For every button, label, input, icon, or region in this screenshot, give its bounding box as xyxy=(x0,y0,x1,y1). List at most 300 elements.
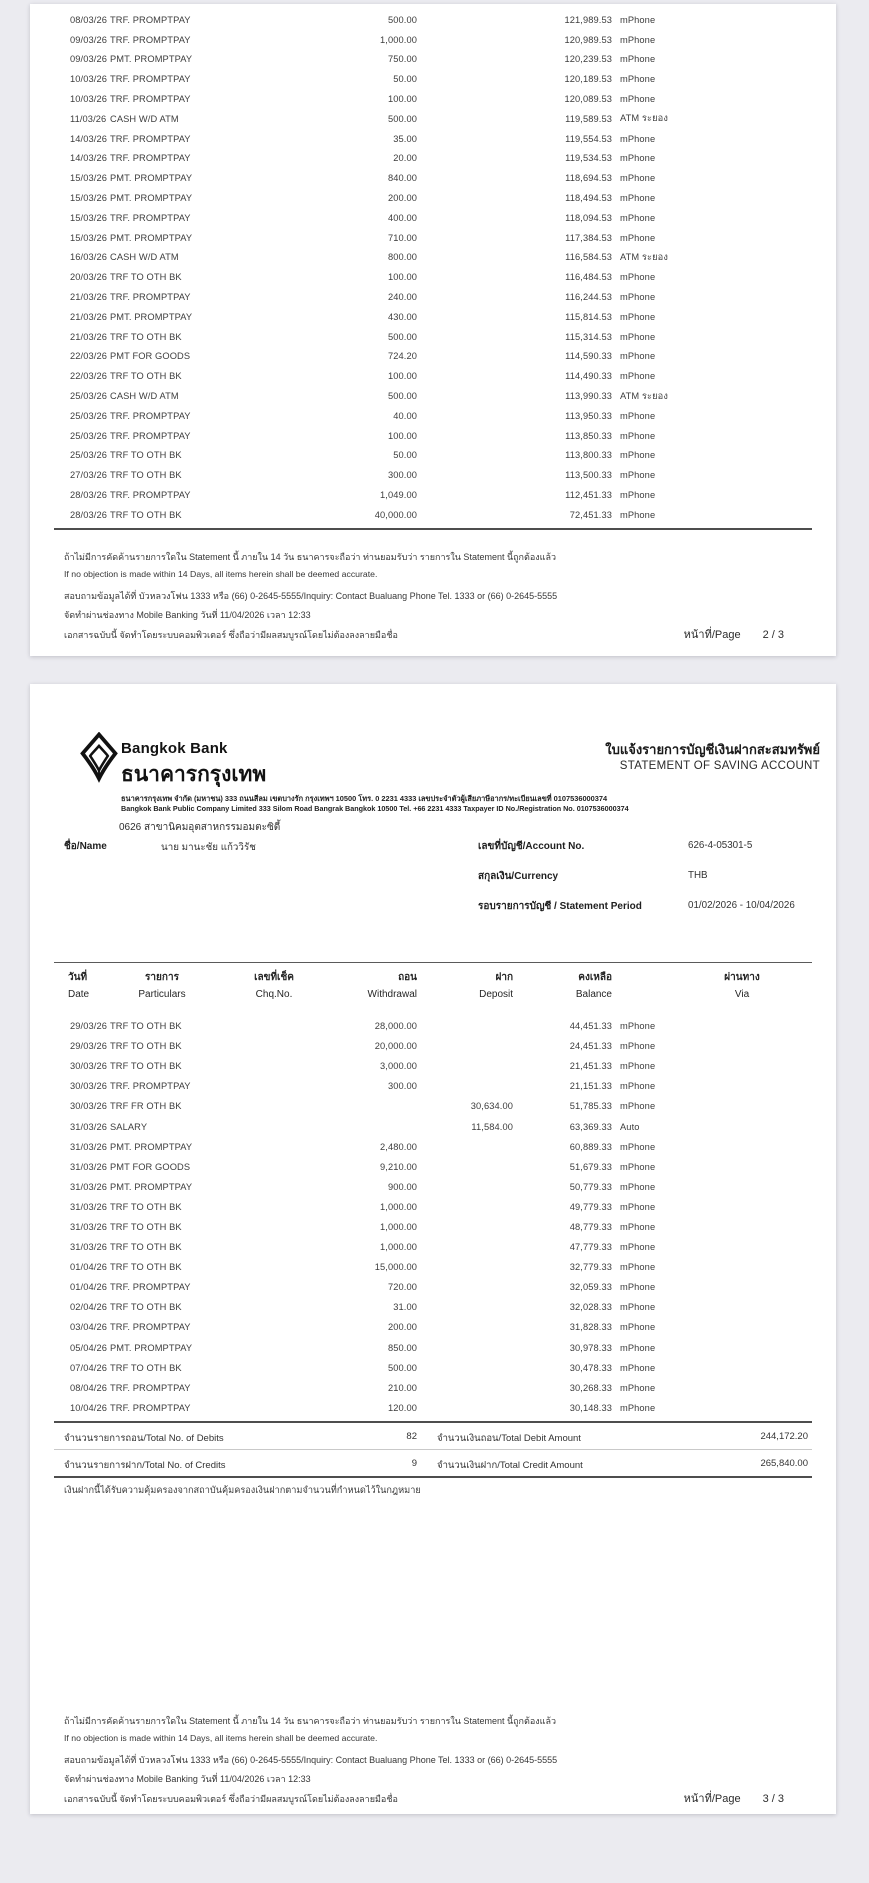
tx-date: 31/03/26 xyxy=(70,1221,107,1232)
tx-withdrawal: 120.00 xyxy=(387,1402,417,1413)
tx-via: ATM ระยอง xyxy=(620,113,668,124)
table-row xyxy=(54,406,812,426)
tx-balance: 119,554.53 xyxy=(565,133,612,144)
tx-via: mPhone xyxy=(620,292,656,303)
table-row xyxy=(54,1217,812,1237)
table-header-english xyxy=(54,985,812,1007)
tx-via: mPhone xyxy=(620,430,656,441)
tx-particulars: TRF TO OTH BK xyxy=(110,1242,182,1253)
tx-particulars: TRF TO OTH BK xyxy=(110,1362,182,1373)
tx-withdrawal: 710.00 xyxy=(387,232,417,243)
tx-date: 14/03/26 xyxy=(70,153,107,164)
tx-balance: 31,828.33 xyxy=(569,1322,612,1333)
tx-balance: 24,451.33 xyxy=(569,1041,612,1052)
tx-via: mPhone xyxy=(620,1362,656,1373)
col-balance-th: คงเหลือ xyxy=(578,972,612,983)
tx-date: 31/03/26 xyxy=(70,1181,107,1192)
tx-particulars: TRF TO OTH BK xyxy=(110,1041,182,1052)
table-row xyxy=(54,287,812,307)
tx-particulars: TRF. PROMPTPAY xyxy=(110,490,191,501)
footer-computer-generated: เอกสารฉบับนี้ จัดทำโดยระบบคอมพิวเตอร์ ซึ่งถือว่ามีผลสมบูรณ์โดยไม่ต้องลงลายมือชื่อ xyxy=(64,1794,398,1804)
table-row xyxy=(54,50,812,70)
tx-withdrawal: 20,000.00 xyxy=(374,1041,417,1052)
account-name-label: ชื่อ/Name xyxy=(64,841,107,852)
tx-date: 25/03/26 xyxy=(70,430,107,441)
tx-date: 22/03/26 xyxy=(70,371,107,382)
statement-period-label: รอบรายการบัญชี / Statement Period xyxy=(478,901,642,912)
account-name-value: นาย มานะชัย แก้ววิรัช xyxy=(161,842,256,853)
tx-via: mPhone xyxy=(620,331,656,342)
tx-date: 22/03/26 xyxy=(70,351,107,362)
tx-date: 31/03/26 xyxy=(70,1161,107,1172)
table-row xyxy=(54,188,812,208)
tx-via: mPhone xyxy=(620,54,656,65)
tx-date: 02/04/26 xyxy=(70,1302,107,1313)
tx-particulars: TRF. PROMPTPAY xyxy=(110,1402,191,1413)
tx-via: mPhone xyxy=(620,1201,656,1212)
table-row xyxy=(54,1297,812,1317)
tx-withdrawal: 300.00 xyxy=(387,470,417,481)
currency-value: THB xyxy=(688,870,708,881)
table-row xyxy=(54,30,812,50)
tx-date: 25/03/26 xyxy=(70,410,107,421)
table-row xyxy=(54,485,812,505)
tx-withdrawal: 1,000.00 xyxy=(380,34,417,45)
tx-balance: 117,384.53 xyxy=(565,232,612,243)
tx-withdrawal: 35.00 xyxy=(393,133,417,144)
tx-particulars: TRF. PROMPTPAY xyxy=(110,14,191,25)
table-row xyxy=(54,89,812,109)
tx-balance: 119,589.53 xyxy=(565,113,612,124)
tx-particulars: PMT. PROMPTPAY xyxy=(110,232,193,243)
tx-via: ATM ระยอง xyxy=(620,251,668,262)
tx-via: mPhone xyxy=(620,173,656,184)
tx-via: mPhone xyxy=(620,410,656,421)
tx-date: 21/03/26 xyxy=(70,292,107,303)
tx-date: 05/04/26 xyxy=(70,1342,107,1353)
tx-date: 30/03/26 xyxy=(70,1081,107,1092)
tx-via: mPhone xyxy=(620,94,656,105)
tx-withdrawal: 40,000.00 xyxy=(374,509,417,520)
statement-period-value: 01/02/2026 - 10/04/2026 xyxy=(688,900,795,911)
table-row xyxy=(54,1137,812,1157)
tx-withdrawal: 500.00 xyxy=(387,391,417,402)
tx-balance: 118,094.53 xyxy=(565,212,612,223)
tx-withdrawal: 300.00 xyxy=(387,1081,417,1092)
total-credits-count: 9 xyxy=(411,1458,417,1469)
tx-balance: 49,779.33 xyxy=(569,1201,612,1212)
tx-particulars: SALARY xyxy=(110,1121,148,1132)
col-deposit-en: Deposit xyxy=(479,989,513,1000)
tx-date: 15/03/26 xyxy=(70,212,107,223)
table-row xyxy=(54,1378,812,1398)
tx-date: 31/03/26 xyxy=(70,1201,107,1212)
statement-page-2 xyxy=(30,4,836,656)
tx-particulars: TRF. PROMPTPAY xyxy=(110,1382,191,1393)
table-row xyxy=(54,426,812,446)
tx-balance: 47,779.33 xyxy=(569,1242,612,1253)
tx-balance: 30,148.33 xyxy=(569,1402,612,1413)
tx-balance: 30,268.33 xyxy=(569,1382,612,1393)
tx-particulars: TRF TO OTH BK xyxy=(110,1302,182,1313)
table-row xyxy=(54,1317,812,1337)
footer-generated-via: จัดทำผ่านช่องทาง Mobile Banking วันที่ 11/04/2026 เวลา 12:33 xyxy=(64,1774,311,1784)
bangkok-bank-logo-icon xyxy=(80,732,118,790)
tx-via: mPhone xyxy=(620,1021,656,1032)
tx-particulars: PMT FOR GOODS xyxy=(110,351,191,362)
tx-date: 09/03/26 xyxy=(70,34,107,45)
table-row xyxy=(54,248,812,268)
tx-date: 11/03/26 xyxy=(70,113,107,124)
tx-date: 09/03/26 xyxy=(70,54,107,65)
table-row xyxy=(54,465,812,485)
tx-date: 30/03/26 xyxy=(70,1061,107,1072)
table-row xyxy=(54,1197,812,1217)
col-withdrawal-th: ถอน xyxy=(398,972,417,983)
footer-inquiry: สอบถามข้อมูลได้ที่ บัวหลวงโฟน 1333 หรือ (66) 0-2645-5555/Inquiry: Contact Bualuang Phone Tel. 1333 or (66) 0-2645-5555 xyxy=(64,591,558,601)
col-withdrawal-en: Withdrawal xyxy=(367,989,417,1000)
footer-objection-th: ถ้าไม่มีการคัดค้านรายการใดใน Statement นี้ ภายใน 14 วัน ธนาคารจะถือว่า ท่านยอมรับว่า รายการใน Statement นี้ถูกต้องแล้ว xyxy=(64,552,557,562)
tx-date: 30/03/26 xyxy=(70,1101,107,1112)
table-row xyxy=(54,267,812,287)
tx-balance: 21,151.33 xyxy=(569,1081,612,1092)
tx-withdrawal: 200.00 xyxy=(387,1322,417,1333)
bank-name-th: ธนาคารกรุงเทพ xyxy=(121,763,267,786)
tx-withdrawal: 3,000.00 xyxy=(380,1061,417,1072)
table-row xyxy=(54,129,812,149)
table-row xyxy=(54,1257,812,1277)
tx-withdrawal: 850.00 xyxy=(387,1342,417,1353)
tx-via: Auto xyxy=(620,1121,640,1132)
tx-balance: 30,978.33 xyxy=(569,1342,612,1353)
tx-particulars: TRF TO OTH BK xyxy=(110,272,182,283)
page-number xyxy=(684,1789,784,1807)
tx-date: 29/03/26 xyxy=(70,1021,107,1032)
tx-date: 21/03/26 xyxy=(70,311,107,322)
col-balance-en: Balance xyxy=(575,989,612,1000)
tx-balance: 113,990.33 xyxy=(565,391,612,402)
tx-via: mPhone xyxy=(620,1161,656,1172)
table-row xyxy=(54,1338,812,1358)
tx-date: 16/03/26 xyxy=(70,252,107,263)
tx-via: mPhone xyxy=(620,1242,656,1253)
tx-date: 08/04/26 xyxy=(70,1382,107,1393)
tx-withdrawal: 800.00 xyxy=(387,252,417,263)
page-number xyxy=(684,625,784,643)
tx-withdrawal: 500.00 xyxy=(387,331,417,342)
tx-particulars: TRF. PROMPTPAY xyxy=(110,1282,191,1293)
tx-balance: 113,500.33 xyxy=(565,470,612,481)
table-row xyxy=(54,1277,812,1297)
tx-particulars: TRF TO OTH BK xyxy=(110,1221,182,1232)
tx-date: 14/03/26 xyxy=(70,133,107,144)
bank-address-en: Bangkok Bank Public Company Limited 333 Silom Road Bangrak Bangkok 10500 Tel. +66 2231 4333 Taxpayer ID No./Registration No. 0107536000374 xyxy=(121,804,629,813)
tx-date: 10/03/26 xyxy=(70,74,107,85)
tx-via: mPhone xyxy=(620,193,656,204)
totals-credits-row xyxy=(54,1449,812,1476)
tx-withdrawal: 900.00 xyxy=(387,1181,417,1192)
tx-balance: 21,451.33 xyxy=(569,1061,612,1072)
tx-balance: 112,451.33 xyxy=(565,490,612,501)
table-row xyxy=(54,505,812,525)
totals-section xyxy=(54,1421,812,1478)
tx-particulars: PMT. PROMPTPAY xyxy=(110,173,193,184)
tx-particulars: CASH W/D ATM xyxy=(110,113,179,124)
tx-date: 29/03/26 xyxy=(70,1041,107,1052)
footer-inquiry: สอบถามข้อมูลได้ที่ บัวหลวงโฟน 1333 หรือ (66) 0-2645-5555/Inquiry: Contact Bualuang Phone Tel. 1333 or (66) 0-2645-5555 xyxy=(64,1755,558,1765)
tx-date: 28/03/26 xyxy=(70,509,107,520)
tx-withdrawal: 100.00 xyxy=(387,371,417,382)
footer-objection-en: If no objection is made within 14 Days, all items herein shall be deemed accurate. xyxy=(64,569,378,579)
tx-balance: 114,490.33 xyxy=(565,371,612,382)
tx-via: mPhone xyxy=(620,1382,656,1393)
tx-particulars: TRF. PROMPTPAY xyxy=(110,430,191,441)
tx-balance: 113,850.33 xyxy=(565,430,612,441)
tx-withdrawal: 100.00 xyxy=(387,94,417,105)
tx-via: mPhone xyxy=(620,371,656,382)
tx-withdrawal: 50.00 xyxy=(393,450,417,461)
tx-withdrawal: 1,000.00 xyxy=(380,1242,417,1253)
tx-balance: 118,694.53 xyxy=(565,173,612,184)
tx-date: 28/03/26 xyxy=(70,490,107,501)
tx-particulars: TRF TO OTH BK xyxy=(110,371,182,382)
footer-objection-th: ถ้าไม่มีการคัดค้านรายการใดใน Statement นี้ ภายใน 14 วัน ธนาคารจะถือว่า ท่านยอมรับว่า รายการใน Statement นี้ถูกต้องแล้ว xyxy=(64,1716,557,1726)
table-row xyxy=(54,1096,812,1116)
tx-via: mPhone xyxy=(620,470,656,481)
tx-balance: 32,059.33 xyxy=(569,1282,612,1293)
tx-balance: 60,889.33 xyxy=(569,1141,612,1152)
tx-date: 15/03/26 xyxy=(70,232,107,243)
tx-particulars: TRF. PROMPTPAY xyxy=(110,133,191,144)
tx-balance: 51,679.33 xyxy=(569,1161,612,1172)
totals-debits-row xyxy=(54,1423,812,1449)
transactions-table-page2 xyxy=(54,10,812,525)
tx-date: 10/03/26 xyxy=(70,94,107,105)
tx-via: mPhone xyxy=(620,1181,656,1192)
tx-date: 21/03/26 xyxy=(70,331,107,342)
tx-balance: 72,451.33 xyxy=(569,509,612,520)
tx-withdrawal: 1,049.00 xyxy=(380,490,417,501)
tx-balance: 48,779.33 xyxy=(569,1221,612,1232)
tx-withdrawal: 31.00 xyxy=(393,1302,417,1313)
footer-computer-generated: เอกสารฉบับนี้ จัดทำโดยระบบคอมพิวเตอร์ ซึ่งถือว่ามีผลสมบูรณ์โดยไม่ต้องลงลายมือชื่อ xyxy=(64,630,398,640)
tx-particulars: PMT. PROMPTPAY xyxy=(110,1141,193,1152)
table-row xyxy=(54,1157,812,1177)
tx-balance: 32,779.33 xyxy=(569,1262,612,1273)
tx-withdrawal: 750.00 xyxy=(387,54,417,65)
tx-withdrawal: 40.00 xyxy=(393,410,417,421)
tx-via: mPhone xyxy=(620,1282,656,1293)
tx-particulars: PMT FOR GOODS xyxy=(110,1161,191,1172)
tx-balance: 30,478.33 xyxy=(569,1362,612,1373)
table-row xyxy=(54,1116,812,1136)
tx-via: mPhone xyxy=(620,490,656,501)
table-row xyxy=(54,347,812,367)
tx-deposit: 11,584.00 xyxy=(471,1121,513,1132)
total-debit-amount-value: 244,172.20 xyxy=(760,1431,808,1442)
tx-particulars: PMT. PROMPTPAY xyxy=(110,1181,193,1192)
tx-date: 20/03/26 xyxy=(70,272,107,283)
tx-via: mPhone xyxy=(620,1101,656,1112)
tx-balance: 120,189.53 xyxy=(564,74,612,85)
table-row xyxy=(54,1398,812,1418)
account-number-value: 626-4-05301-5 xyxy=(688,840,753,851)
tx-balance: 115,314.53 xyxy=(565,331,612,342)
tx-via: mPhone xyxy=(620,1221,656,1232)
col-date-en: Date xyxy=(68,989,90,1000)
currency-label: สกุลเงิน/Currency xyxy=(478,871,559,882)
footer-generated-via: จัดทำผ่านช่องทาง Mobile Banking วันที่ 11/04/2026 เวลา 12:33 xyxy=(64,610,311,620)
table-row xyxy=(54,109,812,129)
tx-via: mPhone xyxy=(620,1041,656,1052)
col-date-th: วันที่ xyxy=(68,972,88,983)
tx-particulars: TRF. PROMPTPAY xyxy=(110,94,191,105)
total-credit-amount-label: จำนวนเงินฝาก/Total Credit Amount xyxy=(437,1460,583,1471)
tx-via: mPhone xyxy=(620,1141,656,1152)
tx-particulars: TRF TO OTH BK xyxy=(110,1262,182,1273)
table-row xyxy=(54,366,812,386)
tx-withdrawal: 100.00 xyxy=(387,430,417,441)
table-row xyxy=(54,1036,812,1056)
tx-date: 08/03/26 xyxy=(70,14,107,25)
document-title-th: ใบแจ้งรายการบัญชีเงินฝากสะสมทรัพย์ xyxy=(605,742,820,757)
tx-date: 01/04/26 xyxy=(70,1262,107,1273)
tx-withdrawal: 240.00 xyxy=(387,292,417,303)
total-debits-label: จำนวนรายการถอน/Total No. of Debits xyxy=(64,1433,224,1444)
page-number-value: 3 / 3 xyxy=(762,1793,784,1805)
col-via-th: ผ่านทาง xyxy=(724,972,760,983)
col-deposit-th: ฝาก xyxy=(495,972,513,983)
tx-particulars: TRF. PROMPTPAY xyxy=(110,212,191,223)
page-number-label: หน้าที่/Page xyxy=(683,1793,741,1805)
tx-date: 31/03/26 xyxy=(70,1121,107,1132)
table-row xyxy=(54,228,812,248)
tx-withdrawal: 400.00 xyxy=(387,212,417,223)
table-row xyxy=(54,1076,812,1096)
tx-date: 03/04/26 xyxy=(70,1322,107,1333)
tx-balance: 120,989.53 xyxy=(564,34,612,45)
total-credits-label: จำนวนรายการฝาก/Total No. of Credits xyxy=(64,1460,226,1471)
tx-withdrawal: 500.00 xyxy=(387,113,417,124)
tx-balance: 116,484.53 xyxy=(565,272,612,283)
tx-date: 27/03/26 xyxy=(70,470,107,481)
tx-via: mPhone xyxy=(620,1081,656,1092)
branch-name: 0626 สาขานิคมอุตสาหกรรมอมตะซิตี้ xyxy=(119,822,281,833)
tx-via: mPhone xyxy=(620,212,656,223)
table-row xyxy=(54,307,812,327)
tx-withdrawal: 724.20 xyxy=(387,351,417,362)
tx-particulars: TRF TO OTH BK xyxy=(110,1201,182,1212)
tx-via: mPhone xyxy=(620,351,656,362)
tx-withdrawal: 9,210.00 xyxy=(380,1161,417,1172)
tx-via: mPhone xyxy=(620,1061,656,1072)
tx-balance: 63,369.33 xyxy=(569,1121,612,1132)
col-chqno-th: เลขที่เช็ค xyxy=(254,972,294,983)
tx-via: mPhone xyxy=(620,311,656,322)
table-row xyxy=(54,1237,812,1257)
tx-via: mPhone xyxy=(620,1322,656,1333)
tx-balance: 32,028.33 xyxy=(569,1302,612,1313)
tx-date: 15/03/26 xyxy=(70,173,107,184)
document-title-en: STATEMENT OF SAVING ACCOUNT xyxy=(619,760,820,772)
table-row xyxy=(54,10,812,30)
tx-particulars: TRF TO OTH BK xyxy=(110,470,182,481)
tx-deposit: 30,634.00 xyxy=(470,1101,513,1112)
tx-particulars: TRF FR OTH BK xyxy=(110,1101,182,1112)
table-row xyxy=(54,327,812,347)
tx-withdrawal: 430.00 xyxy=(387,311,417,322)
tx-particulars: TRF. PROMPTPAY xyxy=(110,1322,191,1333)
tx-balance: 114,590.33 xyxy=(565,351,612,362)
tx-date: 25/03/26 xyxy=(70,391,107,402)
table-row xyxy=(54,446,812,466)
tx-particulars: TRF TO OTH BK xyxy=(110,1021,182,1032)
tx-via: mPhone xyxy=(620,133,656,144)
tx-balance: 118,494.53 xyxy=(565,193,612,204)
tx-withdrawal: 840.00 xyxy=(387,173,417,184)
tx-balance: 116,244.53 xyxy=(565,292,612,303)
tx-balance: 119,534.53 xyxy=(565,153,612,164)
tx-via: mPhone xyxy=(620,509,656,520)
tx-particulars: TRF. PROMPTPAY xyxy=(110,1081,191,1092)
col-particulars-th: รายการ xyxy=(145,972,179,983)
tx-withdrawal: 210.00 xyxy=(387,1382,417,1393)
tx-particulars: TRF TO OTH BK xyxy=(110,509,182,520)
tx-withdrawal: 1,000.00 xyxy=(380,1221,417,1232)
tx-withdrawal: 500.00 xyxy=(387,1362,417,1373)
tx-particulars: PMT. PROMPTPAY xyxy=(110,311,193,322)
tx-withdrawal: 15,000.00 xyxy=(374,1262,417,1273)
tx-balance: 113,800.33 xyxy=(565,450,612,461)
tx-via: mPhone xyxy=(620,74,656,85)
tx-via: mPhone xyxy=(620,272,656,283)
table-row xyxy=(54,168,812,188)
page-number-label: หน้าที่/Page xyxy=(683,629,741,641)
tx-date: 15/03/26 xyxy=(70,193,107,204)
tx-via: mPhone xyxy=(620,1262,656,1273)
col-particulars-en: Particulars xyxy=(138,989,186,1000)
total-debit-amount-label: จำนวนเงินถอน/Total Debit Amount xyxy=(437,1433,581,1444)
table-row xyxy=(54,1016,812,1036)
tx-withdrawal: 720.00 xyxy=(387,1282,417,1293)
total-debits-count: 82 xyxy=(406,1431,417,1442)
table-header xyxy=(54,962,812,1007)
table-row xyxy=(54,149,812,169)
tx-particulars: TRF. PROMPTPAY xyxy=(110,292,191,303)
tx-withdrawal: 500.00 xyxy=(387,14,417,25)
tx-particulars: TRF. PROMPTPAY xyxy=(110,74,191,85)
footer-objection-en: If no objection is made within 14 Days, all items herein shall be deemed accurate. xyxy=(64,1733,378,1743)
tx-date: 31/03/26 xyxy=(70,1141,107,1152)
tx-via: mPhone xyxy=(620,1342,656,1353)
tx-balance: 116,584.53 xyxy=(565,252,612,263)
tx-balance: 51,785.33 xyxy=(569,1101,612,1112)
tx-via: mPhone xyxy=(620,232,656,243)
col-via-en: Via xyxy=(734,989,750,1000)
tx-date: 25/03/26 xyxy=(70,450,107,461)
tx-particulars: PMT. PROMPTPAY xyxy=(110,193,193,204)
tx-via: mPhone xyxy=(620,14,656,25)
tx-date: 07/04/26 xyxy=(70,1362,107,1373)
tx-via: mPhone xyxy=(620,450,656,461)
tx-via: mPhone xyxy=(620,1402,656,1413)
tx-via: mPhone xyxy=(620,1302,656,1313)
tx-particulars: PMT. PROMPTPAY xyxy=(110,54,193,65)
tx-particulars: TRF TO OTH BK xyxy=(110,1061,182,1072)
table-row xyxy=(54,1358,812,1378)
tx-via: mPhone xyxy=(620,34,656,45)
col-chqno-en: Chq.No. xyxy=(255,989,293,1000)
